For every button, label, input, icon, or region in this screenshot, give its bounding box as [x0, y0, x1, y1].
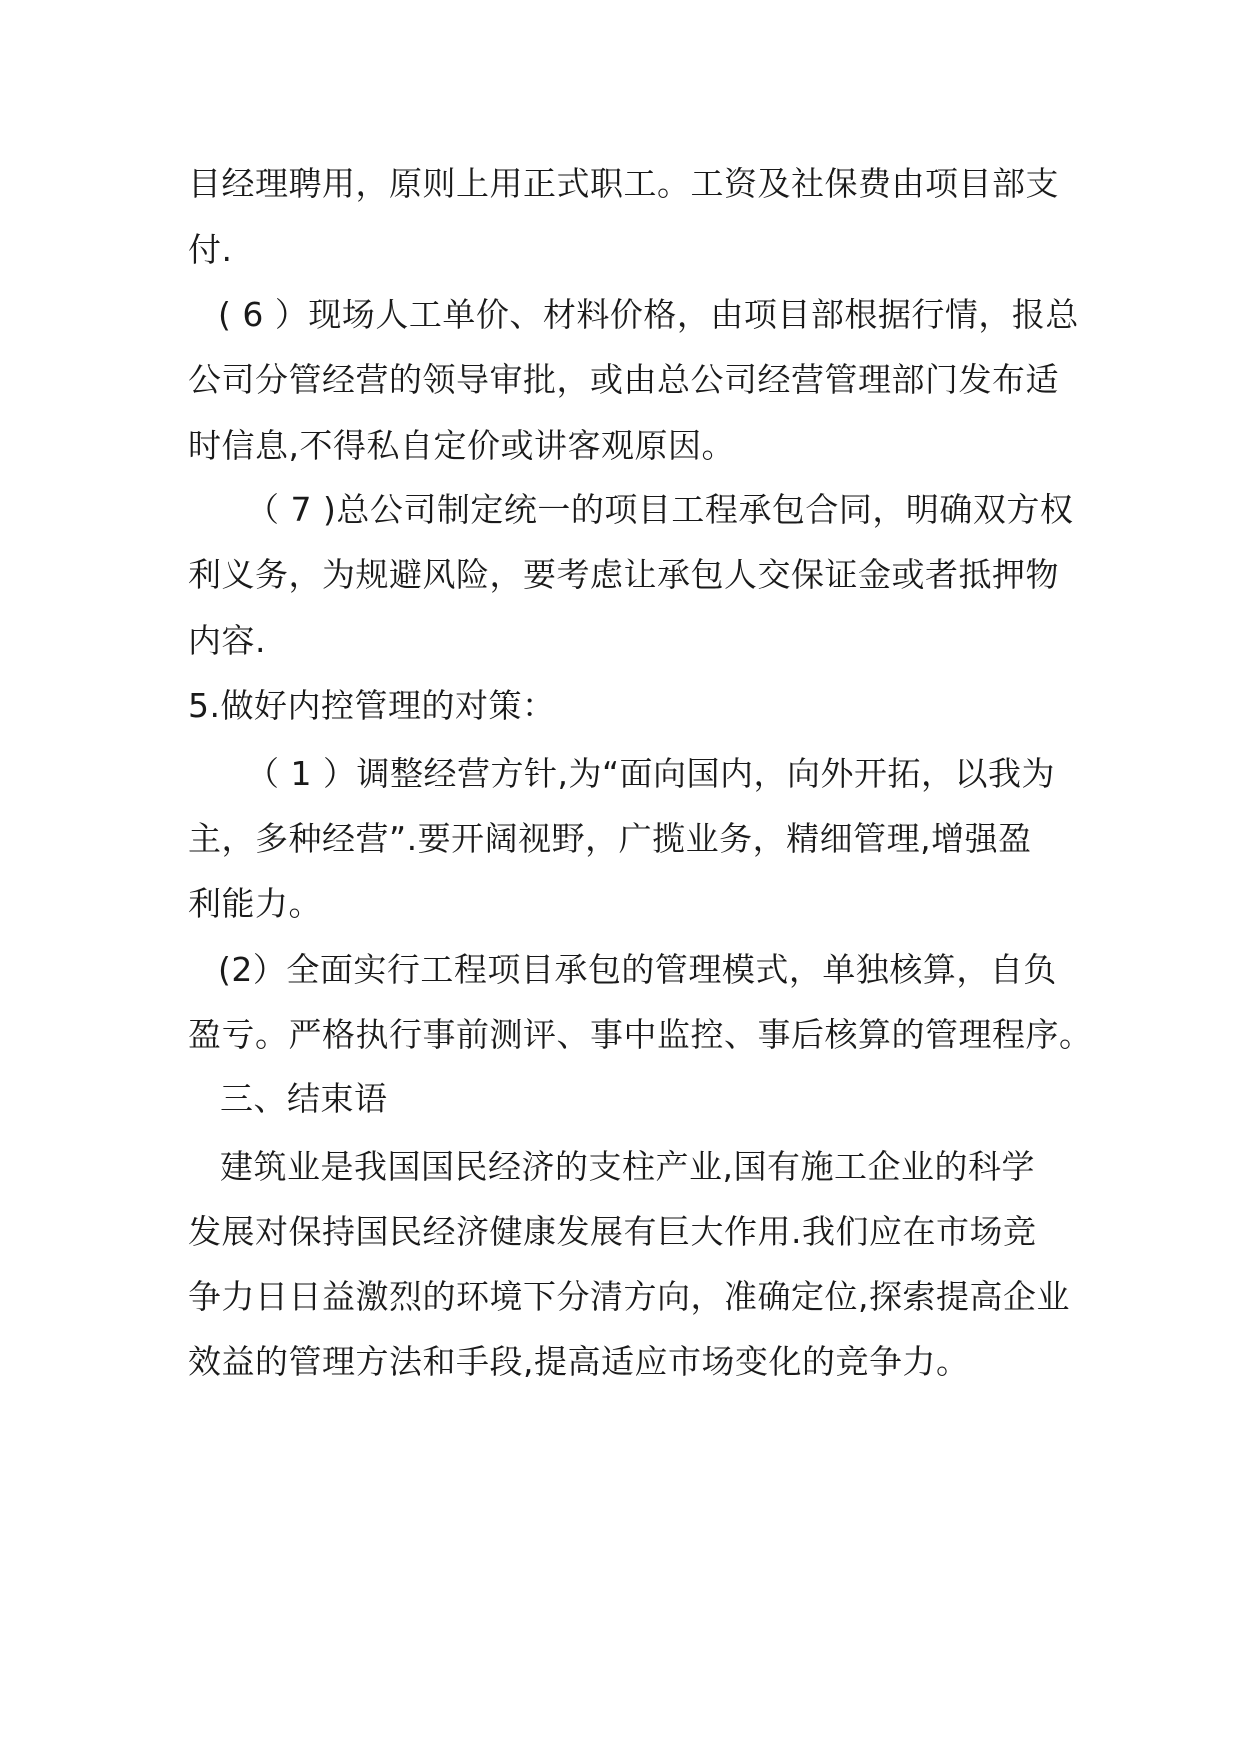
section-heading: 5.做好内控管理的对策： — [188, 686, 556, 725]
text-line: 建筑业是我国国民经济的支柱产业,国有施工企业的科学 — [220, 1147, 1035, 1186]
text-line: 盈亏。严格执行事前测评、事中监控、事后核算的管理程序。 — [188, 1015, 1093, 1054]
text-line: 付. — [188, 230, 233, 269]
text-line: 公司分管经营的领导审批，或由总公司经营管理部门发布适 — [188, 360, 1059, 399]
text-line: （ 1 ）调整经营方针,为“面向国内，向外开拓，以我为 — [246, 754, 1056, 793]
text-line: 主，多种经营”.要开阔视野，广揽业务，精细管理,增强盈 — [188, 819, 1032, 858]
text-line: 效益的管理方法和手段,提高适应市场变化的竞争力。 — [188, 1342, 970, 1381]
text-line: （ 7 )总公司制定统一的项目工程承包合同，明确双方权 — [246, 490, 1074, 529]
text-line: 目经理聘用，原则上用正式职工。工资及社保费由项目部支 — [188, 164, 1059, 203]
text-line: 内容. — [188, 621, 266, 660]
text-line: 利能力。 — [188, 884, 322, 923]
text-line: ( 6 ）现场人工单价、材料价格，由项目部根据行情，报总 — [218, 295, 1079, 334]
text-line: 发展对保持国民经济健康发展有巨大作用.我们应在市场竞 — [188, 1212, 1037, 1251]
text-line: 时信息,不得私自定价或讲客观原因。 — [188, 426, 735, 465]
text-line: (2）全面实行工程项目承包的管理模式，单独核算，自负 — [218, 950, 1057, 989]
text-line: 争力日日益激烈的环境下分清方向，准确定位,探索提高企业 — [188, 1277, 1070, 1316]
section-heading: 三、结束语 — [220, 1079, 388, 1118]
text-line: 利义务，为规避风险，要考虑让承包人交保证金或者抵押物 — [188, 555, 1059, 594]
